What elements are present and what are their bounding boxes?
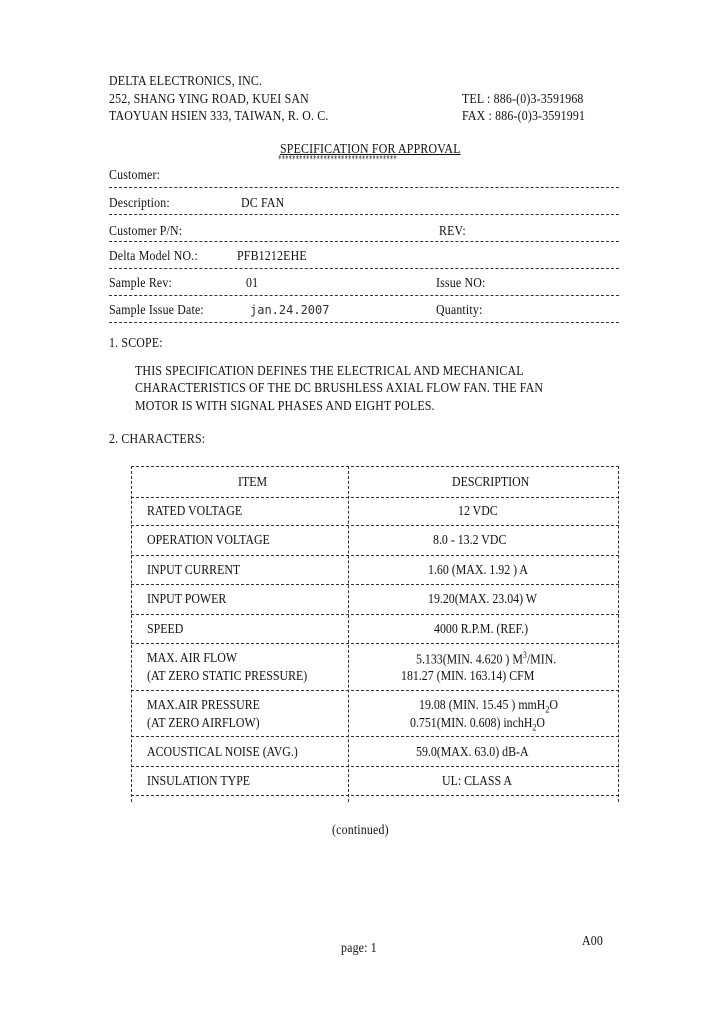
airflow-desc-line2: 181.27 (MIN. 163.14) CFM [401, 668, 535, 683]
model-label: Delta Model NO.: [109, 248, 198, 263]
issue-no-label: Issue NO: [436, 275, 486, 290]
company-tel: TEL : 886-(0)3-3591968 [462, 91, 584, 106]
noise-item: ACOUSTICAL NOISE (AVG.) [147, 744, 298, 759]
table-header-item: ITEM [238, 474, 268, 489]
pressure-desc-line1: 19.08 (MIN. 15.45 ) mmH$_2$O [419, 697, 558, 715]
customer-label: Customer: [109, 167, 161, 182]
divider [109, 322, 619, 323]
table-row-desc: 8.0 - 13.2 VDC [433, 532, 507, 547]
description-value: DC FAN [241, 195, 285, 210]
divider [109, 214, 619, 215]
quantity-label: Quantity: [436, 302, 483, 317]
insulation-item: INSULATION TYPE [147, 773, 251, 788]
divider [109, 187, 619, 188]
rev-label: REV: [439, 223, 466, 238]
scope-line: CHARACTERISTICS OF THE DC BRUSHLESS AXIAL FLOW FAN. THE FAN [135, 380, 544, 395]
table-row-item: RATED VOLTAGE [147, 503, 243, 518]
model-value: PFB1212EHE [237, 248, 307, 263]
divider [109, 241, 619, 242]
company-name: DELTA ELECTRONICS, INC. [109, 73, 263, 88]
continued-note: (continued) [332, 822, 389, 837]
divider [109, 268, 619, 269]
table-row-item: SPEED [147, 621, 184, 636]
airflow-item-line1: MAX. AIR FLOW [147, 650, 238, 665]
characters-heading: 2. CHARACTERS: [109, 431, 206, 446]
divider [109, 295, 619, 296]
company-address-line1: 252, SHANG YING ROAD, KUEI SAN [109, 91, 309, 106]
table-header-description: DESCRIPTION [452, 474, 530, 489]
company-address-line2: TAOYUAN HSIEN 333, TAIWAN, R. O. C. [109, 108, 329, 123]
pressure-desc-line2: 0.751(MIN. 0.608) inchH$_2$O [410, 715, 545, 733]
airflow-item-line2: (AT ZERO STATIC PRESSURE) [147, 668, 308, 683]
table-row-desc: 19.20(MAX. 23.04) W [428, 591, 538, 606]
sample-rev-value: 01 [246, 275, 259, 290]
page-number: page: 1 [341, 940, 377, 955]
table-row-item: INPUT POWER [147, 591, 227, 606]
sample-date-label: Sample Issue Date: [109, 302, 204, 317]
pressure-item-line1: MAX.AIR PRESSURE [147, 697, 260, 712]
table-row-desc: 1.60 (MAX. 1.92 ) A [428, 562, 528, 577]
airflow-desc-line1: 5.133(MIN. 4.620 ) $M^3$/MIN. [416, 650, 557, 667]
customer-pn-label: Customer P/N: [109, 223, 183, 238]
table-row-desc: 4000 R.P.M. (REF.) [434, 621, 529, 636]
noise-desc: 59.0(MAX. 63.0) dB-A [416, 744, 529, 759]
sample-date-value: jan.24.2007 [250, 303, 330, 317]
scope-line: THIS SPECIFICATION DEFINES THE ELECTRICAL AND MECHANICAL [135, 363, 524, 378]
company-fax: FAX : 886-(0)3-3591991 [462, 108, 586, 123]
characters-table [131, 466, 619, 802]
sample-rev-label: Sample Rev: [109, 275, 172, 290]
page-title: SPECIFICATION FOR APPROVAL [280, 141, 461, 156]
table-row-item: OPERATION VOLTAGE [147, 532, 270, 547]
table-row-desc: 12 VDC [458, 503, 498, 518]
title-stars: ********************************** [278, 154, 397, 165]
table-row-item: INPUT CURRENT [147, 562, 241, 577]
scope-heading: 1. SCOPE: [109, 335, 163, 350]
description-label: Description: [109, 195, 170, 210]
insulation-desc: UL: CLASS A [442, 773, 512, 788]
pressure-item-line2: (AT ZERO AIRFLOW) [147, 715, 260, 730]
scope-line: MOTOR IS WITH SIGNAL PHASES AND EIGHT POLES. [135, 398, 435, 413]
revision-code: A00 [582, 933, 603, 948]
